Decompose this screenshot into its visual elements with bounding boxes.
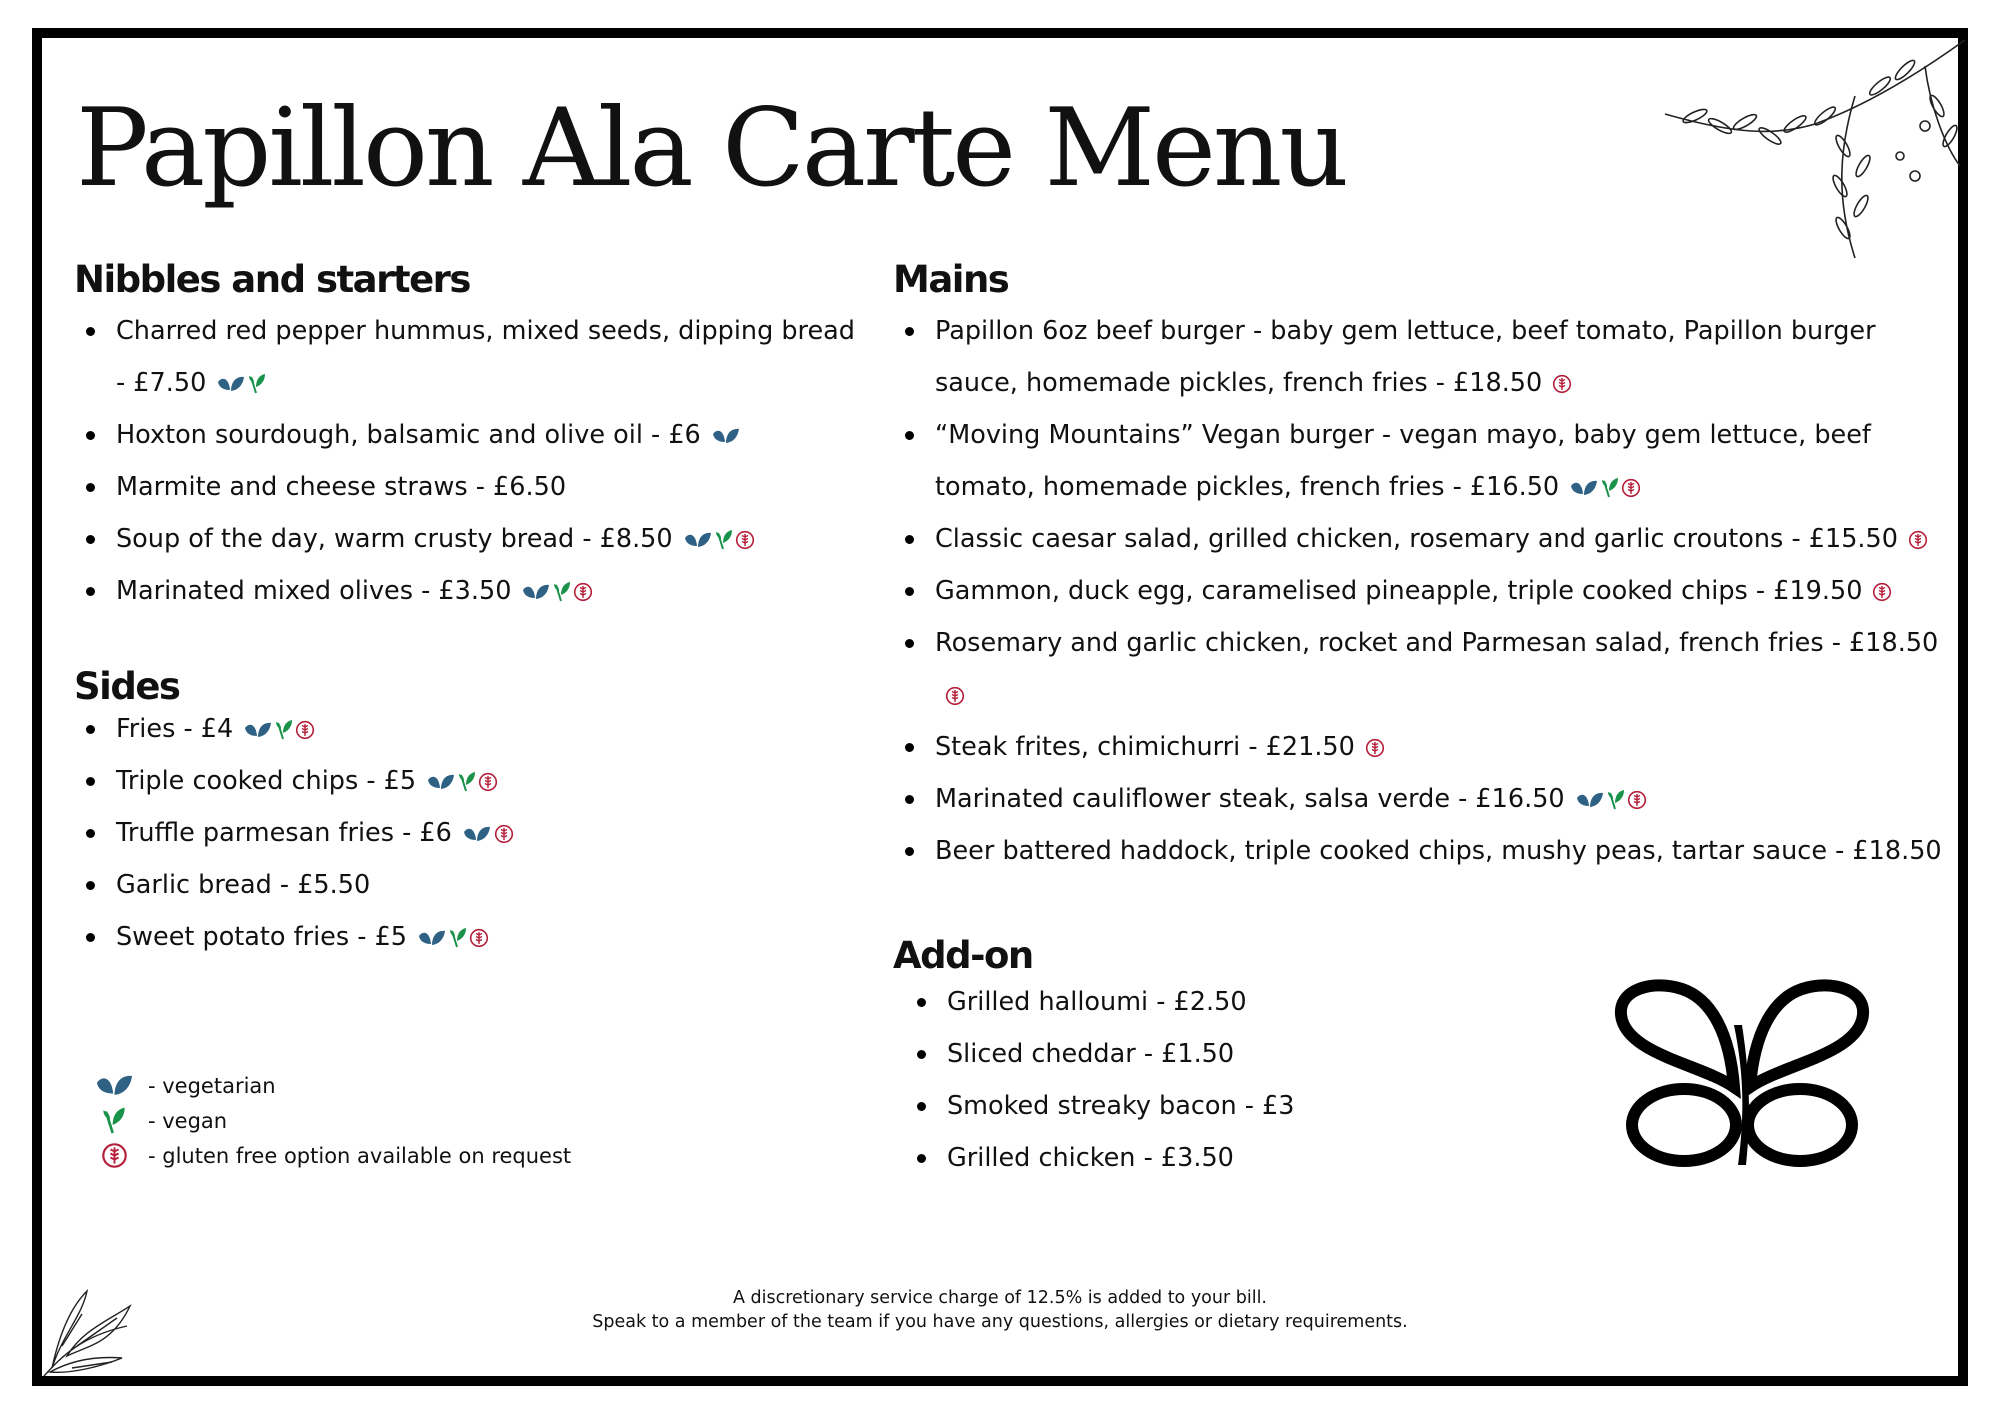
addon-section xyxy=(893,934,1493,1184)
item-text: Truffle parmesan fries - £6 xyxy=(116,818,452,849)
sides-item xyxy=(74,911,874,963)
item-text: Grilled chicken - £3.50 xyxy=(947,1143,1234,1174)
legend-row xyxy=(84,1103,571,1138)
dietary-icons xyxy=(1908,530,1928,550)
allergy-note: Speak to a member of the team if you have any questions, allergies or dietary requirements. xyxy=(592,1312,1408,1332)
addon-list xyxy=(893,976,1493,1184)
sides-list xyxy=(74,703,874,963)
item-text: Marinated mixed olives - £3.50 xyxy=(116,576,512,607)
gluten-free-icon xyxy=(573,582,593,602)
starters-list xyxy=(74,305,874,617)
vegetarian-icon xyxy=(683,530,713,550)
mains-item xyxy=(893,617,1963,721)
item-text: Sweet potato fries - £5 xyxy=(116,922,408,953)
vegetarian-icon xyxy=(462,824,492,844)
vegetarian-icon xyxy=(426,772,456,792)
dietary-icons xyxy=(1552,374,1572,394)
starters-heading: Nibbles and starters xyxy=(74,258,470,301)
starters-item xyxy=(74,461,874,513)
addon-heading: Add-on xyxy=(893,934,1033,977)
starters-item xyxy=(74,565,874,617)
item-text-continued: tomato, homemade pickles, french fries - £16.50 xyxy=(935,472,1560,503)
item-text: Rosemary and garlic chicken, rocket and Parmesan salad, french fries - £18.50 xyxy=(935,628,1939,659)
sides-item xyxy=(74,859,874,911)
gluten-free-icon xyxy=(1872,582,1892,602)
vegan-icon xyxy=(275,719,293,741)
gluten-free-icon xyxy=(478,772,498,792)
vegan-icon xyxy=(1607,789,1625,811)
vegetarian-icon xyxy=(216,374,246,394)
dietary-icons xyxy=(243,719,315,741)
vegan-icon xyxy=(553,581,571,603)
vegan-icon xyxy=(715,529,733,551)
mains-item xyxy=(893,773,1963,825)
botanical-sprig-icon xyxy=(1625,36,1970,266)
item-text: Smoked streaky bacon - £3 xyxy=(947,1091,1295,1122)
item-text-continued: - £7.50 xyxy=(116,368,207,399)
item-text: Classic caesar salad, grilled chicken, rosemary and garlic croutons - £15.50 xyxy=(935,524,1898,555)
legend-text: - gluten free option available on request xyxy=(148,1143,572,1168)
starters-item xyxy=(74,305,874,409)
dietary-icons xyxy=(711,426,741,446)
legend-text: - vegetarian xyxy=(148,1073,276,1098)
legend-row xyxy=(84,1068,571,1103)
item-text: Garlic bread - £5.50 xyxy=(116,870,371,901)
gluten-free-icon xyxy=(1908,530,1928,550)
item-text: Marinated cauliflower steak, salsa verde - £16.50 xyxy=(935,784,1565,815)
item-text-continued: sauce, homemade pickles, french fries - £18.50 xyxy=(935,368,1543,399)
dietary-icons xyxy=(945,686,965,706)
addon-item xyxy=(905,1028,1493,1080)
vegetarian-icon xyxy=(417,928,447,948)
item-text: Soup of the day, warm crusty bread - £8.50 xyxy=(116,524,673,555)
vegan-icon xyxy=(458,771,476,793)
starters-item xyxy=(74,513,874,565)
gluten-free-icon xyxy=(494,824,514,844)
item-text: Fries - £4 xyxy=(116,714,234,745)
vegetarian-icon xyxy=(1569,478,1599,498)
mains-item xyxy=(893,825,1963,877)
gluten-free-icon xyxy=(295,720,315,740)
gluten-free-icon xyxy=(84,1142,144,1169)
footer-note xyxy=(0,1286,2000,1334)
gluten-free-icon xyxy=(945,686,965,706)
item-text: Hoxton sourdough, balsamic and olive oil - £6 xyxy=(116,420,701,451)
gluten-free-icon xyxy=(735,530,755,550)
mains-item xyxy=(893,305,1963,409)
dietary-icons xyxy=(1569,477,1641,499)
item-text: Gammon, duck egg, caramelised pineapple, triple cooked chips - £19.50 xyxy=(935,576,1863,607)
addon-item xyxy=(905,1132,1493,1184)
item-text: Grilled halloumi - £2.50 xyxy=(947,987,1247,1018)
vegetarian-icon xyxy=(1575,790,1605,810)
gluten-free-icon xyxy=(469,928,489,948)
item-text: Charred red pepper hummus, mixed seeds, dipping bread xyxy=(116,316,855,347)
dietary-icons xyxy=(1575,789,1647,811)
service-charge-note: A discretionary service charge of 12.5% is added to your bill. xyxy=(733,1288,1267,1308)
mains-heading: Mains xyxy=(893,258,1009,301)
page-title: Papillon Ala Carte Menu xyxy=(76,86,1347,211)
mains-item xyxy=(893,721,1963,773)
mains-section xyxy=(893,258,1963,877)
item-text: “Moving Mountains” Vegan burger - vegan mayo, baby gem lettuce, beef xyxy=(935,420,1871,451)
gluten-free-icon xyxy=(1627,790,1647,810)
gluten-free-icon xyxy=(1365,738,1385,758)
vegetarian-icon xyxy=(243,720,273,740)
butterfly-logo-icon xyxy=(1612,975,1872,1170)
item-text: Papillon 6oz beef burger - baby gem lettuce, beef tomato, Papillon burger xyxy=(935,316,1876,347)
mains-item xyxy=(893,565,1963,617)
vegan-icon xyxy=(248,373,266,395)
starters-item xyxy=(74,409,874,461)
legend-text: - vegan xyxy=(148,1108,228,1133)
sides-section xyxy=(74,665,874,963)
gluten-free-icon xyxy=(1552,374,1572,394)
vegetarian-icon xyxy=(84,1072,144,1099)
addon-item xyxy=(905,976,1493,1028)
dietary-icons xyxy=(1365,738,1385,758)
dietary-icons xyxy=(216,373,266,395)
starters-section xyxy=(74,258,874,617)
gluten-free-icon xyxy=(1621,478,1641,498)
dietary-icons xyxy=(683,529,755,551)
vegan-icon xyxy=(1601,477,1619,499)
vegan-icon xyxy=(449,927,467,949)
sides-item xyxy=(74,703,874,755)
mains-item xyxy=(893,513,1963,565)
sides-item xyxy=(74,755,874,807)
item-text: Sliced cheddar - £1.50 xyxy=(947,1039,1235,1070)
dietary-icons xyxy=(1872,582,1892,602)
legend-row xyxy=(84,1138,571,1173)
dietary-legend xyxy=(84,1068,571,1173)
item-text: Steak frites, chimichurri - £21.50 xyxy=(935,732,1355,763)
item-text: Triple cooked chips - £5 xyxy=(116,766,417,797)
mains-list xyxy=(893,305,1963,877)
vegan-icon xyxy=(84,1106,144,1136)
vegetarian-icon xyxy=(711,426,741,446)
addon-item xyxy=(905,1080,1493,1132)
sides-heading: Sides xyxy=(74,665,180,708)
vegetarian-icon xyxy=(521,582,551,602)
dietary-icons xyxy=(462,824,514,844)
item-text: Beer battered haddock, triple cooked chips, mushy peas, tartar sauce - £18.50 xyxy=(935,836,1942,867)
mains-item xyxy=(893,409,1963,513)
dietary-icons xyxy=(417,927,489,949)
dietary-icons xyxy=(521,581,593,603)
item-text: Marmite and cheese straws - £6.50 xyxy=(116,472,567,503)
dietary-icons xyxy=(426,771,498,793)
sides-item xyxy=(74,807,874,859)
